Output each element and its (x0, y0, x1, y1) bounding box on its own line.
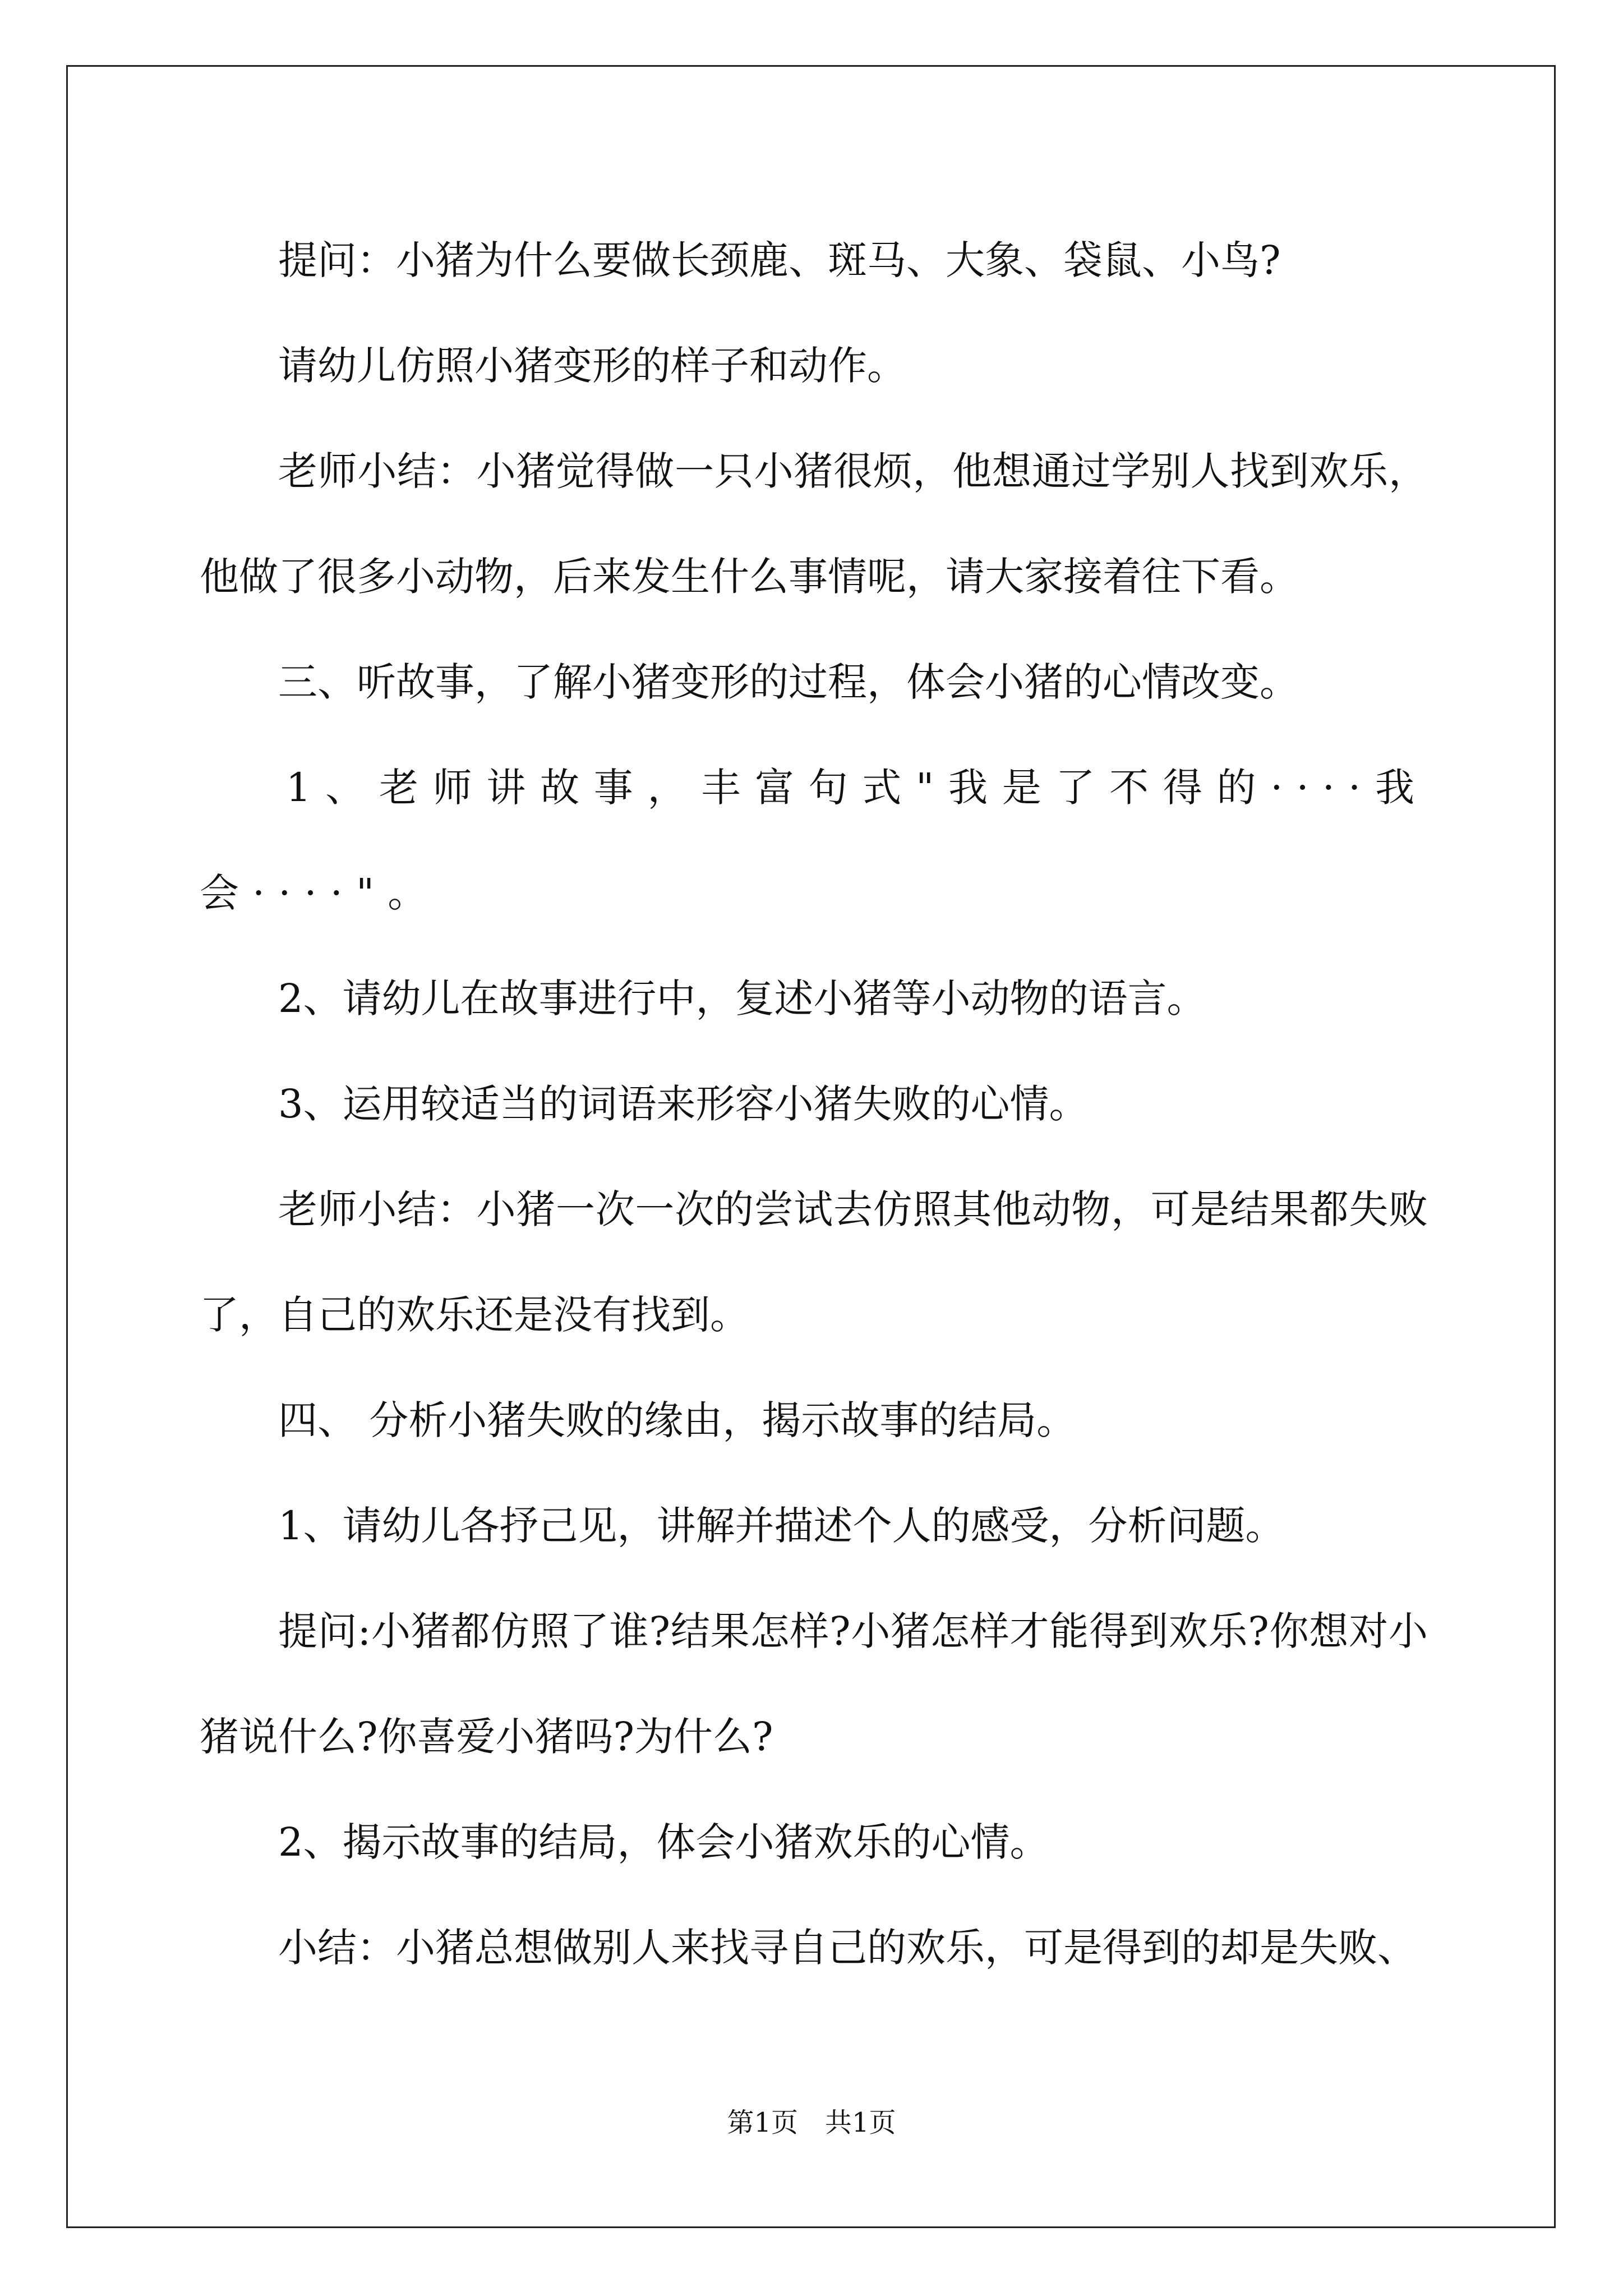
document-body (200, 208, 1428, 2000)
paragraph: 请幼儿仿照小猪变形的样子和动作。 (278, 343, 906, 389)
page-footer: 第1页 共1页 (727, 2107, 896, 2138)
paragraph: 1、请幼儿各抒己见，讲解并描述个人的感受，分析问题。 (278, 1503, 1285, 1549)
paragraph: 四、 分析小猪失败的缘由，揭示故事的结局。 (278, 1397, 1076, 1443)
paragraph: 提问：小猪为什么要做长颈鹿、斑马、大象、袋鼠、小鸟? (278, 237, 1281, 283)
paragraph: 小结：小猪总想做别人来找寻自己的欢乐，可是得到的却是失败、 (278, 1925, 1417, 1971)
paragraph: 老师小结：小猪一次一次的尝试去仿照其他动物，可是结果都失败了，自己的欢乐还是没有找到。 (200, 1186, 1428, 1338)
paragraph: 老师小结：小猪觉得做一只小猪很烦，他想通过学别人找到欢乐，他做了很多小动物，后来发生什么事情呢，请大家接着往下看。 (200, 448, 1428, 600)
paragraph: 三、听故事，了解小猪变形的过程，体会小猪的心情改变。 (278, 659, 1299, 705)
paragraph: 2、请幼儿在故事进行中，复述小猪等小动物的语言。 (278, 976, 1206, 1022)
paragraph: 提问:小猪都仿照了谁?结果怎样?小猪怎样才能得到欢乐?你想对小猪说什么?你喜爱小猪吗?为什么? (200, 1608, 1428, 1760)
paragraph: 3、运用较适当的词语来形容小猪失败的心情。 (278, 1081, 1089, 1127)
paragraph: 2、揭示故事的结局，体会小猪欢乐的心情。 (278, 1819, 1049, 1865)
paragraph: 1、老师讲故事，丰富句式"我是了不得的····我会····"。 (200, 765, 1428, 916)
